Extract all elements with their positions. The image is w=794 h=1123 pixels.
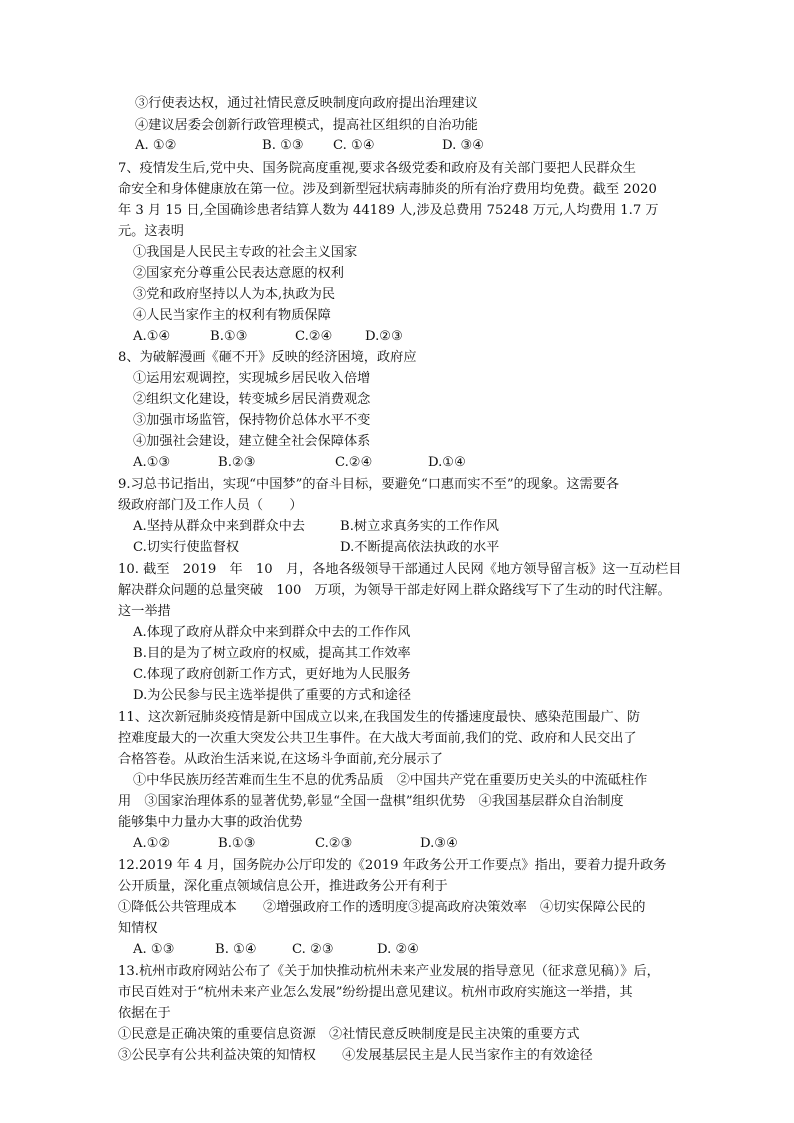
q11-stem-line-2: 控难度最大的一次重大突发公共卫生事件。在大战大考面前,我们的党、政府和人民交出了 [118,731,637,746]
q7-item-3: ③党和政府坚持以人为本,执政为民 [133,287,336,302]
q7-stem-line-2: 命安全和身体健康放在第一位。涉及到新型冠状病毒肺炎的所有治疗费用均免费。截至 2020 [118,182,657,197]
q11-option-d: D.③④ [420,836,458,851]
q10-stem-line-3: 这一举措 [118,604,171,619]
q12-stem-line-2: 公开质量，深化重点领域信息公开，推进政务公开有利于 [118,879,448,894]
q8-option-c: C.②④ [335,455,373,470]
q13-items-line-1: ①民意是正确决策的重要信息资源 ②社情民意反映制度是民主决策的重要方式 [118,1027,580,1042]
q11-items-line-3: 能够集中力量办大事的政治优势 [118,815,303,830]
q7-option-b: B.①③ [210,329,248,344]
q8-item-1: ①运用宏观调控，实现城乡居民收入倍增 [133,371,371,386]
q12-option-c: C. ②③ [292,942,334,957]
q10-option-b: B.目的是为了树立政府的权威，提高其工作效率 [133,646,411,661]
q7-stem-line-3: 年 3 月 15 日,全国确诊患者结算人数为 44189 人,涉及总费用 75248 万元,人均费用 1.7 万 [118,203,659,218]
q6-option-c: C. ①④ [333,138,375,153]
q12-items-line-2: 知情权 [118,921,158,936]
q12-option-d: D. ②④ [377,942,420,957]
q7-item-1: ①我国是人民民主专政的社会主义国家 [133,245,358,260]
q11-stem-line-3: 合格答卷。从政治生活来说,在这场斗争面前,充分展示了 [118,752,443,767]
q7-option-c: C.②④ [295,329,333,344]
q13-stem-line-3: 依据在于 [118,1006,171,1021]
q7-item-4: ④人民当家作主的权利有物质保障 [133,308,331,323]
q12-option-b: B. ①④ [215,942,257,957]
q7-stem-line-1: 7、疫情发生后,党中央、国务院高度重视,要求各级党委和政府及有关部门要把人民群众生 [118,161,636,176]
q10-option-a: A.体现了政府从群众中来到群众中去的工作作风 [133,625,411,640]
q10-stem-line-1: 10. 截至 2019 年 10 月，各地各级领导干部通过人民网《地方领导留言板》这一互动栏目 [118,562,682,577]
q8-option-d: D.①④ [428,455,466,470]
q8-item-3: ③加强市场监管，保持物价总体水平不变 [133,413,371,428]
q10-stem-line-2: 解决群众问题的总量突破 100 万项，为领导干部走好网上群众路线写下了生动的时代注解。 [118,583,671,598]
q12-items-line-1: ①降低公共管理成本 ②增强政府工作的透明度③提高政府决策效率 ④切实保障公民的 [118,900,646,915]
q7-item-2: ②国家充分尊重公民表达意愿的权利 [133,266,344,281]
q13-items-line-2: ③公民享有公共利益决策的知情权 ④发展基层民主是人民当家作主的有效途径 [118,1048,593,1063]
q9-option-c: C.切实行使监督权 [133,540,240,555]
q6-option-a: A. ①② [135,138,177,153]
q11-items-line-2: 用 ③国家治理体系的显著优势,彰显“全国一盘棋”组织优势 ④我国基层群众自治制度 [118,794,624,809]
q6-option-b: B. ①③ [262,138,304,153]
q6-option-d: D. ③④ [442,138,485,153]
q10-option-d: D.为公民参与民主选举提供了重要的方式和途径 [133,688,412,703]
q8-option-a: A.①③ [133,455,171,470]
q6-item-3: ③行使表达权，通过社情民意反映制度向政府提出治理建议 [135,96,478,111]
q8-stem: 8、为破解漫画《砸不开》反映的经济困境，政府应 [118,350,417,365]
q7-option-d: D.②③ [365,329,403,344]
q11-items-line-1: ①中华民族历经苦难而生生不息的优秀品质 ②中国共产党在重要历史关头的中流砥柱作 [133,773,648,788]
q11-option-a: A.①② [133,836,171,851]
q9-stem-line-2: 级政府部门及工作人员（ ） [118,498,303,513]
q7-option-a: A.①④ [133,329,171,344]
q9-stem-line-1: 9.习总书记指出，实现“中国梦”的奋斗目标，要避免“口惠而实不至”的现象。这需要各 [118,477,620,492]
q8-item-4: ④加强社会建设，建立健全社会保障体系 [133,434,371,449]
q11-stem-line-1: 11、这次新冠肺炎疫情是新中国成立以来,在我国发生的传播速度最快、感染范围最广、防 [118,710,641,725]
q11-option-b: B.①③ [218,836,256,851]
q12-option-a: A. ①③ [133,942,175,957]
q10-option-c: C.体现了政府创新工作方式，更好地为人民服务 [133,667,411,682]
q9-option-d: D.不断提高依法执政的水平 [340,540,500,555]
q13-stem-line-1: 13.杭州市政府网站公布了《关于加快推动杭州未来产业发展的指导意见（征求意见稿）》后， [118,964,660,979]
q9-option-b: B.树立求真务实的工作作风 [340,519,499,534]
q11-option-c: C.②③ [315,836,353,851]
q6-item-4: ④建议居委会创新行政管理模式，提高社区组织的自治功能 [135,118,478,133]
q8-item-2: ②组织文化建设，转变城乡居民消费观念 [133,392,371,407]
q9-option-a: A.坚持从群众中来到群众中去 [133,519,305,534]
q13-stem-line-2: 市民百姓对于“杭州未来产业怎么发展”纷纷提出意见建议。杭州市政府实施这一举措，其 [118,985,633,1000]
q7-stem-line-4: 元。这表明 [118,224,184,239]
q12-stem-line-1: 12.2019 年 4 月，国务院办公厅印发的《2019 年政务公开工作要点》指出，要着力提升政务 [118,858,667,873]
q8-option-b: B.②③ [218,455,256,470]
